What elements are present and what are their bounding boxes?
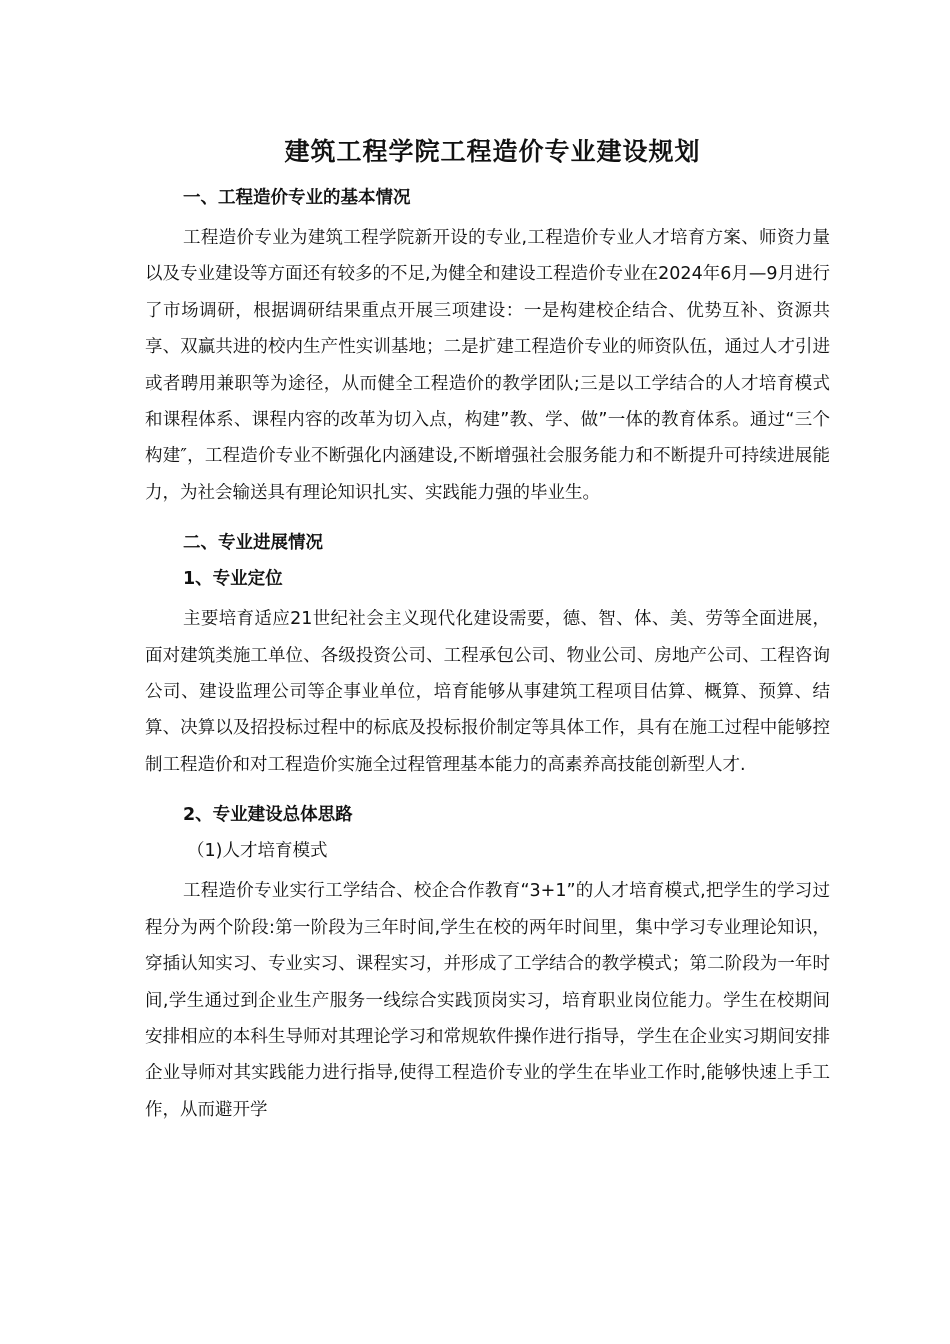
paragraph-training-model: 工程造价专业实行工学结合、校企合作教育“3+1”的人才培育模式,把学生的学习过程分为两个阶段:第一阶段为三年时间,学生在校的两年时间里，集中学习专业理论知识，穿插认知实习、专业实习、课程实习，并形成了工学结合的教学模式；第二阶段为一年时间,学生通过到企业生产服务一线综合实践顶岗实习，培育职业岗位能力。学生在校期间安排相应的本科生导师对其理论学习和常规软件操作进行指导，学生在企业实习期间安排企业导师对其实践能力进行指导,使得工程造价专业的学生在毕业工作时,能够快速上手工作，从而避开学: [145, 881, 830, 1120]
paragraph-positioning: 主要培育适应21世纪社会主义现代化建设需要，德、智、体、美、劳等全面进展，面对建筑类施工单位、各级投资公司、工程承包公司、物业公司、房地产公司、工程咨询公司、建设监理公司等企事业单位，培育能够从事建筑工程项目估算、概算、预算、结算、决算以及招投标过程中的标底及投标报价制定等具体工作，具有在施工过程中能够控制工程造价和对工程造价实施全过程管理基本能力的高素养高技能创新型人才.: [145, 609, 830, 775]
subsection-heading-positioning: 1、专业定位: [183, 569, 283, 590]
subsection-heading-overall-idea: 2、专业建设总体思路: [183, 805, 353, 826]
subsubsection-heading-training-model: （1)人才培育模式: [187, 841, 328, 862]
section-heading-basic-info: 一、工程造价专业的基本情况: [183, 188, 411, 208]
section-heading-progress: 二、专业进展情况: [183, 533, 323, 554]
paragraph-basic-info: 工程造价专业为建筑工程学院新开设的专业,工程造价专业人才培育方案、师资力量以及专业建设等方面还有较多的不足,为健全和建设工程造价专业在2024年6月—9月进行了市场调研，根据调研结果重点开展三项建设：一是构建校企结合、优势互补、资源共享、双赢共进的校内生产性实训基地；二是扩建工程造价专业的师资队伍，通过人才引进或者聘用兼职等为途径，从而健全工程造价的教学团队;三是以工学结合的人才培育模式和课程体系、课程内容的改革为切入点，构建”教、学、做”一体的教育体系。通过“三个构建″，工程造价专业不断强化内涵建设,不断增强社会服务能力和不断提升可持续进展能力，为社会输送具有理论知识扎实、实践能力强的毕业生。: [145, 228, 830, 503]
document-title: 建筑工程学院工程造价专业建设规划: [284, 137, 701, 166]
